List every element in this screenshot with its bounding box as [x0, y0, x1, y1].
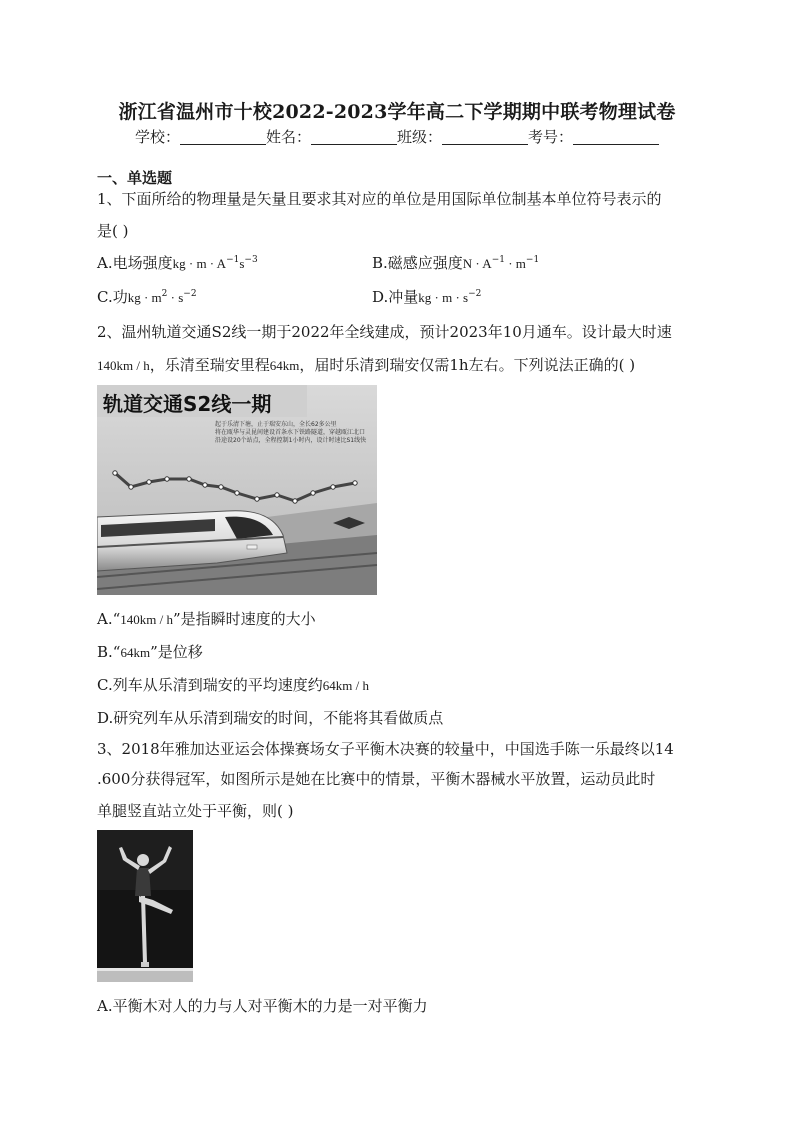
q3-stem-line2: .600分获得冠军，如图所示是她在比赛中的情景，平衡木器械水平放置，运动员此时	[97, 770, 656, 788]
class-blank	[442, 130, 528, 145]
q1-stem-line2: 是( )	[97, 222, 129, 240]
q2-option-d: D.研究列车从乐清到瑞安的时间，不能将其看做质点	[97, 709, 444, 727]
gymnast-photo	[97, 830, 193, 982]
poster-desc-3: 沿途设20个站点，全程控制1小时内，设计时速比S1线快	[215, 437, 367, 444]
school-label: 学校：	[134, 128, 180, 146]
q2-stem-line1: 2、温州轨道交通S2线一期于2022年全线建成，预计2023年10月通车。设计最大时速	[97, 323, 672, 341]
q2-option-b: B.“64km”是位移	[97, 643, 203, 661]
section-title: 一、单选题	[97, 169, 173, 187]
q1-option-d: D.冲量kg · $m \cdot s^{-2}$	[372, 288, 482, 306]
q1-option-b: B.磁感应强度$N \cdot A^{-1} \cdot m^{-1}$	[372, 254, 540, 272]
exam-title: 浙江省温州市十校2022-2023学年高二下学期期中联考物理试卷	[118, 101, 676, 123]
number-blank	[573, 130, 659, 145]
poster-desc-2: 将在瓯华与灵昆间建设首条水下铁路隧道，穿越瓯江北口	[215, 429, 366, 436]
q1-option-c: C.功kg · $m^2 \cdot s^{-2}$	[97, 288, 197, 306]
q3-stem-line3: 单腿竖直站立处于平衡，则( )	[97, 802, 294, 820]
q1-option-a: A.电场强度kg · $m \cdot A^{-1}s^{-3}$	[97, 254, 258, 272]
q3-stem-line1: 3、2018年雅加达亚运会体操赛场女子平衡木决赛的较量中，中国选手陈一乐最终以14	[97, 740, 674, 758]
q2-option-c: C.列车从乐清到瑞安的平均速度约64km / h	[97, 676, 369, 694]
name-label: 姓名：	[265, 128, 311, 146]
student-info-line	[0, 126, 794, 147]
poster-desc-1: 起于乐清下塘，止于瑞安东山，全长62多公里	[215, 421, 337, 428]
class-label: 班级：	[397, 128, 443, 146]
q2-option-a: A.“140km / h”是指瞬时速度的大小	[97, 610, 316, 628]
q3-option-a: A.平衡木对人的力与人对平衡木的力是一对平衡力	[97, 997, 428, 1015]
name-blank	[311, 130, 397, 145]
s2-line-poster-image	[97, 385, 377, 595]
q1-stem-line1: 1、下面所给的物理量是矢量且要求其对应的单位是用国际单位制基本单位符号表示的	[97, 190, 662, 208]
number-label: 考号：	[528, 128, 574, 146]
school-blank	[180, 130, 266, 145]
q2-stem-line2: 140km / h，乐清至瑞安里程64km，届时乐清到瑞安仅需1h左右。下列说法正确的( )	[97, 356, 636, 374]
poster-banner-text: 轨道交通S2线一期	[103, 392, 272, 416]
